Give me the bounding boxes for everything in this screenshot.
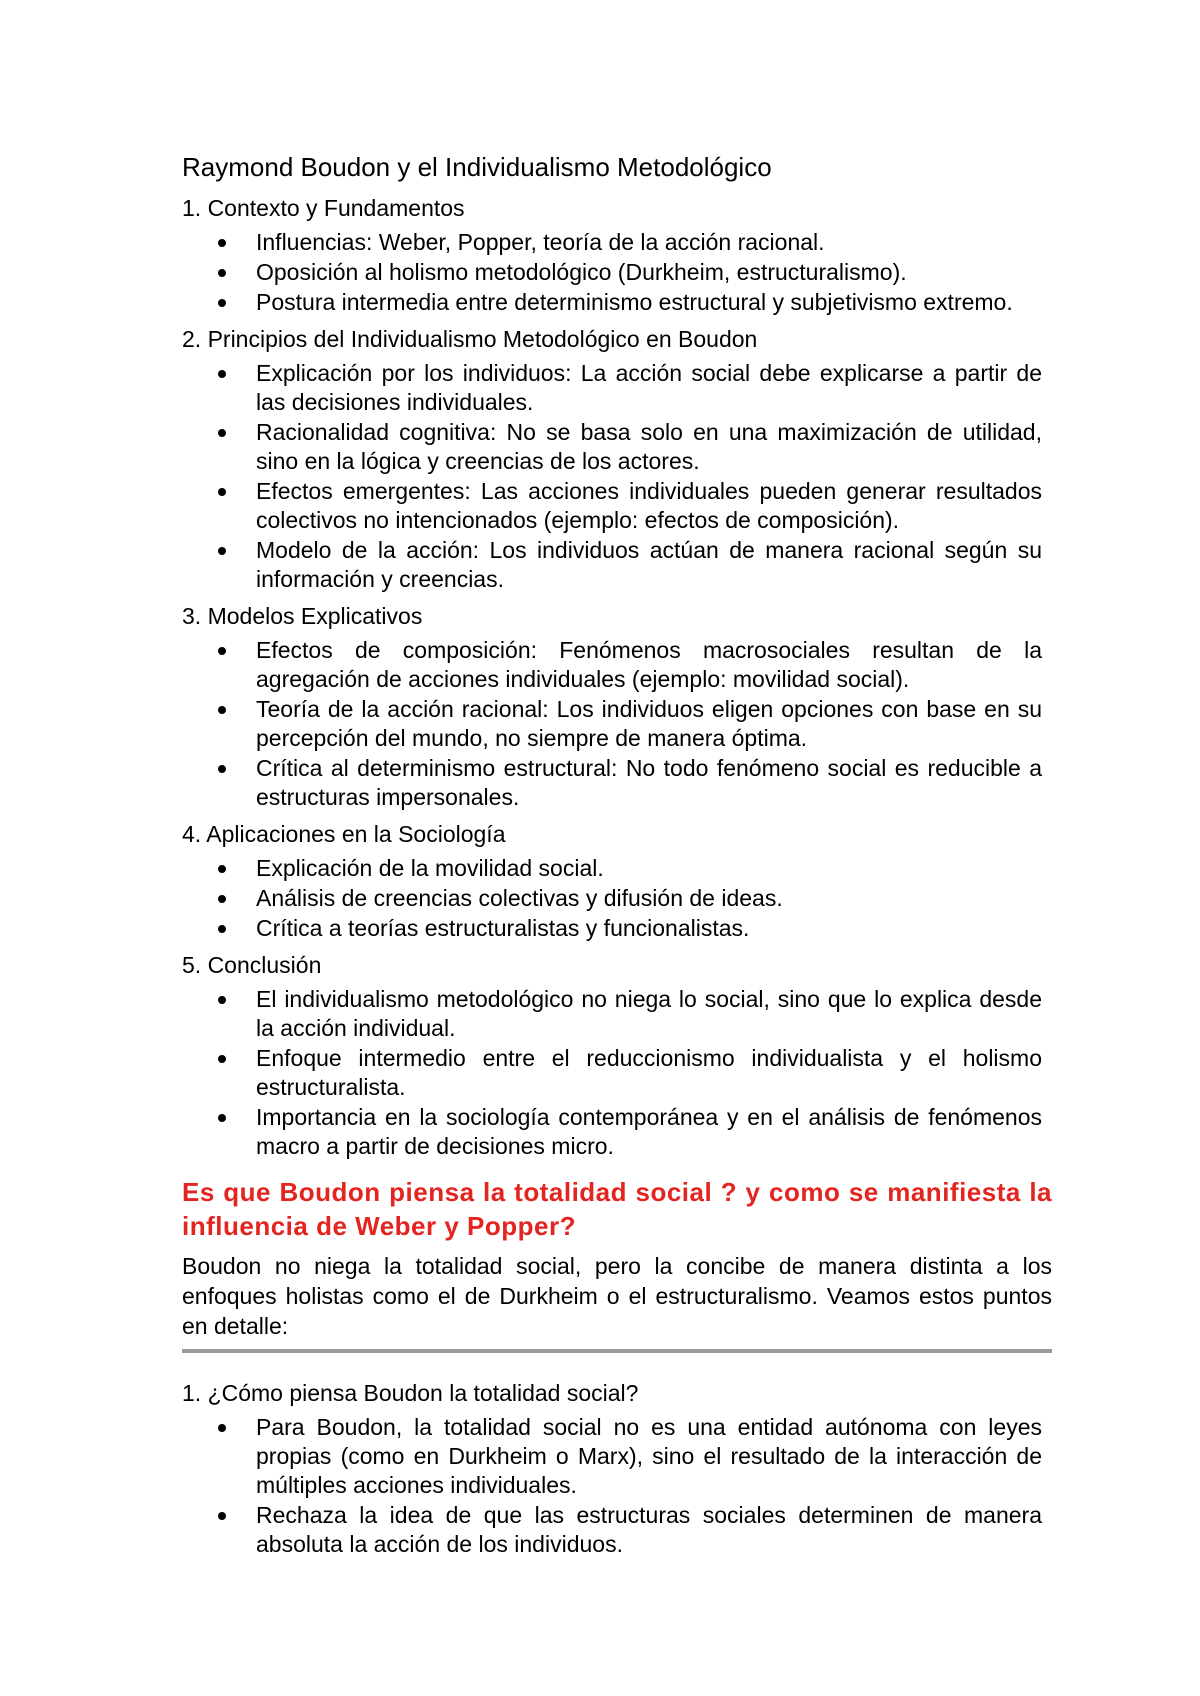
list-item: Crítica al determinismo estructural: No todo fenómeno social es reducible a estructuras impersonales.	[182, 754, 1052, 812]
list-item: Enfoque intermedio entre el reduccionismo individualista y el holismo estructuralista.	[182, 1044, 1052, 1102]
list-item: Importancia en la sociología contemporánea y en el análisis de fenómenos macro a partir de decisiones micro.	[182, 1103, 1052, 1161]
question-heading: Es que Boudon piensa la totalidad social ? y como se manifiesta la influencia de Weber y Popper?	[182, 1177, 1052, 1241]
bullet-icon	[218, 488, 226, 496]
bullet-icon	[218, 1512, 226, 1520]
list-item: Efectos de composición: Fenómenos macrosociales resultan de la agregación de acciones individuales (ejemplo: movilidad social).	[182, 636, 1052, 694]
section-4-list	[182, 854, 1052, 943]
list-item: Postura intermedia entre determinismo estructural y subjetivismo extremo.	[182, 288, 1052, 317]
list-item: Racionalidad cognitiva: No se basa solo en una maximización de utilidad, sino en la lógica y creencias de los actores.	[182, 418, 1052, 476]
list-item: Teoría de la acción racional: Los individuos eligen opciones con base en su percepción del mundo, no siempre de manera óptima.	[182, 695, 1052, 753]
section-5-list	[182, 985, 1052, 1161]
section-heading-3: 3. Modelos Explicativos	[182, 603, 423, 629]
bullet-icon	[218, 865, 226, 873]
answer-intro: Boudon no niega la totalidad social, pero la concibe de manera distinta a los enfoques holistas como el de Durkheim o el estructuralismo. Veamos estos puntos en detalle:	[182, 1253, 1052, 1339]
bullet-icon	[218, 996, 226, 1004]
document-title: Raymond Boudon y el Individualismo Metodológico	[182, 152, 772, 182]
answer-section-list	[182, 1413, 1052, 1559]
section-heading-2: 2. Principios del Individualismo Metodológico en Boudon	[182, 326, 758, 352]
list-item: Rechaza la idea de que las estructuras sociales determinen de manera absoluta la acción de los individuos.	[182, 1501, 1052, 1559]
bullet-icon	[218, 269, 226, 277]
answer-section-heading: 1. ¿Cómo piensa Boudon la totalidad social?	[182, 1380, 639, 1406]
document-page	[182, 150, 1052, 1565]
bullet-icon	[218, 429, 226, 437]
list-item: Oposición al holismo metodológico (Durkheim, estructuralismo).	[182, 258, 1052, 287]
section-heading-1: 1. Contexto y Fundamentos	[182, 195, 465, 221]
bullet-icon	[218, 1114, 226, 1122]
section-2-list	[182, 359, 1052, 594]
list-item: Análisis de creencias colectivas y difusión de ideas.	[182, 884, 1052, 913]
bullet-icon	[218, 547, 226, 555]
bullet-icon	[218, 765, 226, 773]
bullet-icon	[218, 299, 226, 307]
bullet-icon	[218, 370, 226, 378]
list-item: El individualismo metodológico no niega lo social, sino que lo explica desde la acción individual.	[182, 985, 1052, 1043]
list-item: Modelo de la acción: Los individuos actúan de manera racional según su información y creencias.	[182, 536, 1052, 594]
bullet-icon	[218, 1424, 226, 1432]
list-item: Explicación de la movilidad social.	[182, 854, 1052, 883]
list-item: Efectos emergentes: Las acciones individuales pueden generar resultados colectivos no intencionados (ejemplo: efectos de composición).	[182, 477, 1052, 535]
section-heading-5: 5. Conclusión	[182, 952, 322, 978]
horizontal-divider	[182, 1349, 1052, 1353]
list-item: Crítica a teorías estructuralistas y funcionalistas.	[182, 914, 1052, 943]
bullet-icon	[218, 925, 226, 933]
bullet-icon	[218, 647, 226, 655]
list-item: Explicación por los individuos: La acción social debe explicarse a partir de las decisiones individuales.	[182, 359, 1052, 417]
section-1-list	[182, 228, 1052, 317]
section-heading-4: 4. Aplicaciones en la Sociología	[182, 821, 506, 847]
bullet-icon	[218, 1055, 226, 1063]
section-3-list	[182, 636, 1052, 812]
bullet-icon	[218, 895, 226, 903]
bullet-icon	[218, 706, 226, 714]
list-item: Influencias: Weber, Popper, teoría de la acción racional.	[182, 228, 1052, 257]
bullet-icon	[218, 239, 226, 247]
list-item: Para Boudon, la totalidad social no es una entidad autónoma con leyes propias (como en Durkheim o Marx), sino el resultado de la interacción de múltiples acciones individuales.	[182, 1413, 1052, 1500]
